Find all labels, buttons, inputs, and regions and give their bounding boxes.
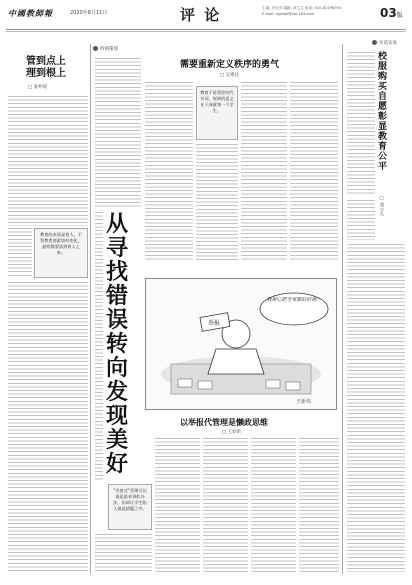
cartoon-paper xyxy=(198,381,212,389)
cartoon-sign-label: 举报 xyxy=(208,320,221,327)
mid-article-author: □ 吴惠达 xyxy=(220,73,240,78)
mid-article-col-1 xyxy=(145,82,193,262)
bottom-article-col-3 xyxy=(251,438,296,572)
mid-article-col-4 xyxy=(290,82,338,262)
mid-article-title: 需要重新定义秩序的勇气 xyxy=(180,60,280,70)
column-divider-right xyxy=(342,44,343,574)
intro-column-text xyxy=(95,58,141,208)
right-article-author: □ 黄小兵 xyxy=(379,196,384,216)
issue-date: 2020年8月11日 xyxy=(70,10,108,16)
bottom-article-col-1 xyxy=(155,438,200,572)
right-column-label-text: 实话实说 xyxy=(379,41,397,46)
bottom-article-title: 以举报代管理是懒政思维 xyxy=(180,417,268,427)
bottom-article-col-4 xyxy=(299,438,339,572)
right-article-mid-text xyxy=(347,200,375,240)
column-divider xyxy=(90,44,91,574)
left-article-body-continued xyxy=(8,282,88,572)
bullet-icon xyxy=(372,40,377,45)
intro-column-text-side xyxy=(95,212,103,482)
right-article-title: 校服购买自愿彰显教育公平 xyxy=(377,52,387,172)
cartoon-body xyxy=(208,349,264,374)
right-article-top-text xyxy=(347,52,375,196)
intro-pull-quote: “告密式”管理可以说是最省事的办法，但却让学生陷入彼此猜疑之中。 xyxy=(108,484,152,530)
left-article-author: □ 张仲道 xyxy=(28,85,48,90)
editor-info xyxy=(262,5,372,17)
header-rule xyxy=(6,29,406,30)
section-title: 评 论 xyxy=(180,6,222,24)
header-rule-secondary xyxy=(6,31,406,32)
cartoon-paper xyxy=(178,379,192,387)
bullet-icon xyxy=(93,46,98,51)
left-title-line-1: 管到点上 xyxy=(26,56,66,67)
cartoon-signature: 王新伟 xyxy=(296,399,312,405)
cartoon-paper xyxy=(286,382,300,390)
special-feature-text: 特别策划 xyxy=(100,47,118,52)
page-number-suffix: 版 xyxy=(396,12,403,19)
editor-line: 主编: 冯永亮 编辑: 冉艾文 电话: 010-82296794 xyxy=(262,6,341,10)
cartoon-bubble-text: 我用心把全家都好好换！ xyxy=(266,297,322,303)
left-title-line-2: 理到根上 xyxy=(26,68,66,79)
left-pull-quote: 教育的本质是育人，不管教育要素如何变化，最终都要落到育人上来。 xyxy=(34,228,88,278)
right-column-label xyxy=(372,40,397,46)
page-number xyxy=(380,6,403,20)
cartoon-paper xyxy=(266,380,280,388)
right-article-body xyxy=(347,244,405,572)
mid-pull-quote: 教育不是管控的代名词，规则的意义在于成就每一个学生。 xyxy=(196,86,238,140)
bottom-article-col-2 xyxy=(203,438,248,572)
feature-main-title: 从寻找错误转向发现美好 xyxy=(105,211,128,477)
left-article-body-side xyxy=(8,228,32,278)
cartoon-illustration xyxy=(145,278,337,410)
bottom-article-author: □ 王姣昕 xyxy=(222,430,242,435)
left-article-body xyxy=(8,96,88,226)
email-line: E-mail: zgjsbpl@vip.163.com xyxy=(262,12,315,16)
page-number-value: 03 xyxy=(380,6,397,20)
cartoon-svg xyxy=(146,279,336,409)
intro-column-footer-text xyxy=(95,534,152,572)
mid-article-col-3 xyxy=(241,82,287,262)
left-article-title xyxy=(8,56,84,80)
special-feature-label xyxy=(93,46,118,52)
mid-article-col-2 xyxy=(196,144,238,262)
newspaper-logo: 中國教師報 xyxy=(8,8,53,18)
masthead xyxy=(0,0,412,34)
